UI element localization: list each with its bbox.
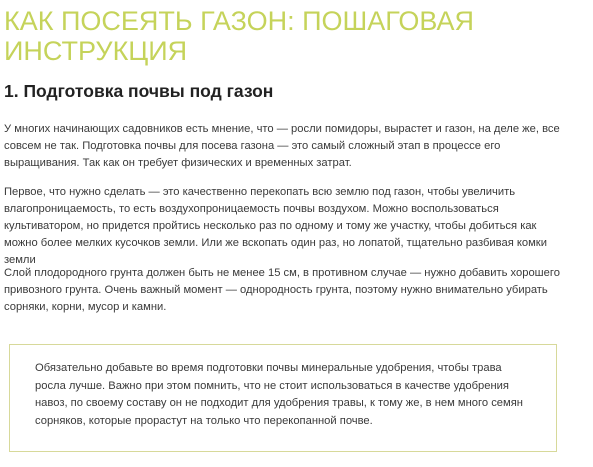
section-heading: 1. Подготовка почвы под газон (4, 81, 274, 101)
paragraph-soil-layer: Слой плодородного грунта должен быть не менее 15 см, в противном случае — нужно добавить хорошего привозного грунта. Очень важный момент — однородность грунта, поэтому нужно внимательно убирать сорняки, корни, мусор и камни. (4, 267, 560, 313)
page-title: КАК ПОСЕЯТЬ ГАЗОН: ПОШАГОВАЯ ИНСТРУКЦИЯ (4, 6, 475, 66)
paragraph-soil-myth: У многих начинающих садовников есть мнение, что — росли помидоры, вырастет и газон, на деле же, все совсем не так. Подготовка почвы для посева газона — это самый сложный этап в процессе его выращивания. Так как он требует физических и временных затрат. (4, 123, 560, 169)
fertilizer-note-box (9, 344, 557, 452)
fertilizer-note-text: Обязательно добавьте во время подготовки почвы минеральные удобрения, чтобы трава росла лучше. Важно при этом помнить, что не стоит использоваться в качестве удобрения навоз, по своему составу он не подходит для удобрения травы, к тому же, в нем много семян сорняков, которые прорастут на только что перекопанной почве. (35, 362, 523, 427)
paragraph-digging: Первое, что нужно сделать — это качественно перекопать всю землю под газон, чтобы увеличить влагопроницаемость, то есть воздухопроницаемость почвы воздухом. Можно воспользоваться культиватором, но придется пройтись несколько раз по одному и тому же участку, чтобы добиться как можно более мелких кусочков земли. Или же вскопать один раз, но лопатой, тщательно разбивая комки земли (4, 186, 547, 266)
